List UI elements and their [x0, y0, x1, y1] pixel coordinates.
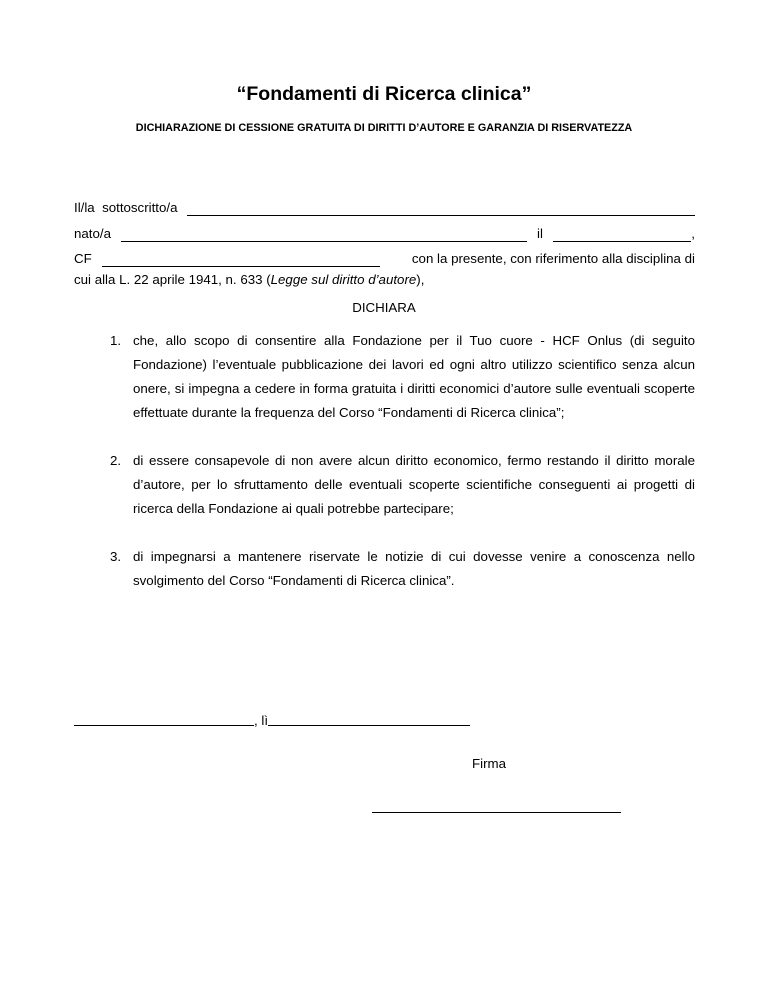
- law-text-italic: Legge sul diritto d’autore: [270, 272, 417, 287]
- sottoscritto-line: [74, 198, 695, 218]
- document-title: “Fondamenti di Ricerca clinica”: [236, 83, 532, 105]
- law-reference-line: [74, 270, 695, 290]
- comma-text: ,: [691, 226, 695, 241]
- signature-field[interactable]: [372, 812, 621, 813]
- cf-field[interactable]: [102, 252, 380, 267]
- list-item: [74, 545, 695, 593]
- signature-label: Firma: [472, 756, 506, 771]
- date-field[interactable]: [268, 711, 470, 726]
- list-item-number: 2.: [110, 453, 122, 468]
- cf-continuation-text: con la presente, con riferimento alla disciplina di: [411, 251, 695, 266]
- list-item-text: di essere consapevole di non avere alcun diritto economico, fermo restando il diritto morale d’autore, per lo sfruttamento delle eventuali scoperte scientifiche conseguenti ai progetti di ricerca della Fondazione ai quali potrebbe partecipare;: [133, 453, 695, 516]
- dichiara-heading: DICHIARA: [352, 300, 416, 315]
- list-item-text: che, allo scopo di consentire alla Fondazione per il Tuo cuore - HCF Onlus (di seguito Fondazione) l’eventuale pubblicazione dei lavori ed ogni altro utilizzo scientifico senza alcun onere, si impegna a cedere in forma gratuita i diritti economici d’autore sulle eventuali scoperte effettuate durante la frequenza del Corso “Fondamenti di Ricerca clinica”;: [133, 333, 695, 420]
- law-text-after: ),: [416, 272, 425, 287]
- list-item: [74, 449, 695, 521]
- il-label: il: [536, 226, 543, 241]
- place-field[interactable]: [74, 711, 254, 726]
- cf-label: CF: [74, 251, 92, 266]
- declarations-list: [74, 329, 695, 593]
- list-item-number: 3.: [110, 549, 122, 564]
- sottoscritto-field[interactable]: [187, 201, 695, 216]
- place-date-line: [74, 708, 470, 728]
- list-item-number: 1.: [110, 333, 122, 348]
- birthplace-field[interactable]: [121, 227, 527, 242]
- birthdate-field[interactable]: [553, 227, 691, 242]
- law-text-before: cui alla L. 22 aprile 1941, n. 633 (: [74, 272, 271, 287]
- nato-label: nato/a: [74, 226, 111, 241]
- place-date-separator: , lì: [254, 713, 269, 728]
- sottoscritto-label: Il/la sottoscritto/a: [74, 200, 178, 215]
- list-item: [74, 329, 695, 425]
- document-subtitle: DICHIARAZIONE DI CESSIONE GRATUITA DI DIRITTI D’AUTORE E GARANZIA DI RISERVATEZZA: [135, 122, 633, 134]
- nato-line: [74, 224, 695, 244]
- list-item-text: di impegnarsi a mantenere riservate le notizie di cui dovesse venire a conoscenza nello svolgimento del Corso “Fondamenti di Ricerca clinica”.: [133, 549, 695, 588]
- cf-line: [74, 249, 695, 269]
